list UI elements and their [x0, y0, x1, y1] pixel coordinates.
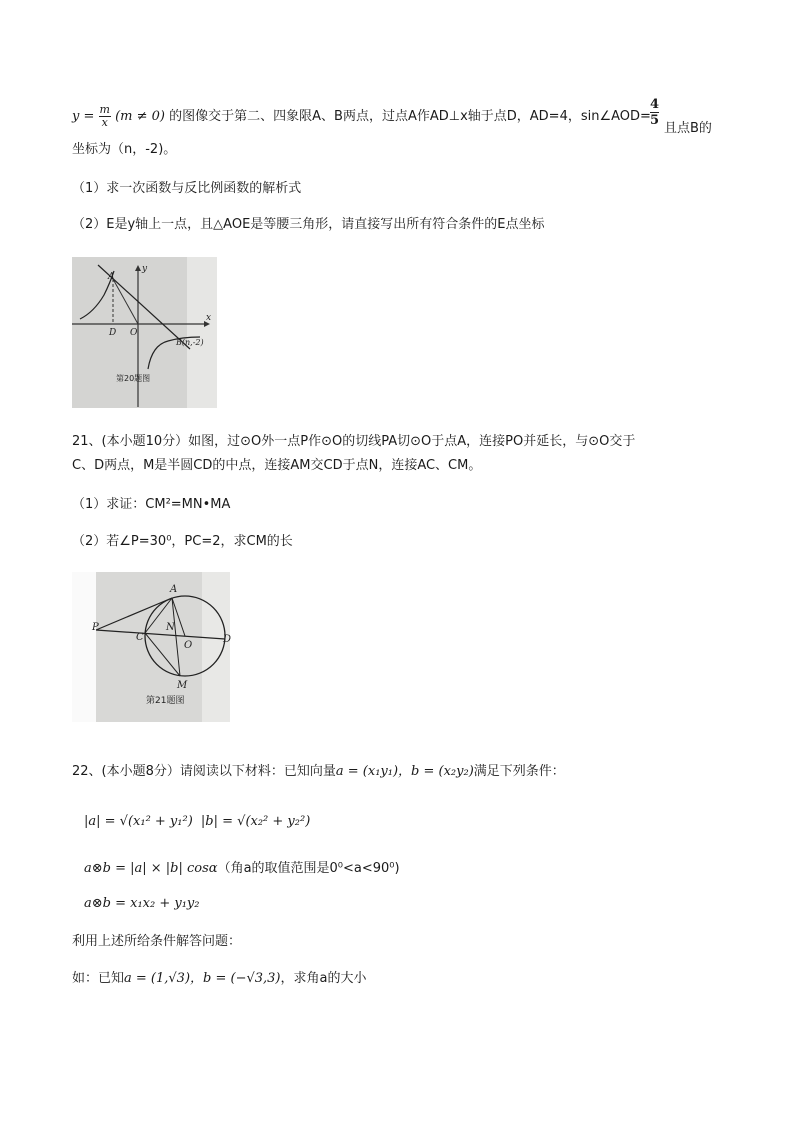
p20-line1 [72, 104, 651, 129]
example-vectors: a = (1,√3)，b = (−√3,3) [124, 971, 281, 986]
fig20-label-x: x [206, 313, 212, 323]
example-suffix: ，求角a的大小 [280, 971, 367, 986]
figure-20-svg [72, 257, 217, 408]
fig21-label-P: P [92, 622, 99, 633]
fig20-label-y: y [142, 264, 148, 274]
fig21-label-D: D [223, 634, 232, 645]
expr-condition: (m ≠ 0) [115, 109, 165, 124]
formula-dot-product [84, 860, 400, 878]
p20-question2: （2）E是y轴上一点，且△AOE是等腰三角形，请直接写出所有符合条件的E点坐标 [72, 217, 545, 232]
frac-numerator: m [99, 103, 110, 116]
fig20-label-A: A [108, 272, 115, 282]
formula-magnitude-b: |b| = √(x₂² + y₂²) [200, 814, 311, 829]
p22-use-text: 利用上述所给条件解答问题： [72, 934, 242, 949]
p21-question1: （1）求证：CM²=MN•MA [72, 497, 231, 512]
p21-question2: （2）若∠P=30⁰，PC=2，求CM的长 [72, 534, 293, 549]
figure-21 [72, 572, 230, 722]
formula-dot-coords [84, 895, 199, 913]
p22-line1 [72, 763, 565, 781]
fig21-label-C: C [136, 632, 144, 643]
p20-text1b: 且点B的 [664, 121, 712, 136]
p22-text1: 22、(本小题8分）请阅读以下材料：已知向量 [72, 764, 336, 779]
figure-20 [72, 257, 217, 408]
fig21-label-N: N [166, 622, 175, 633]
fraction-m-over-x [99, 104, 111, 129]
p20-line2: 坐标为（n，-2)。 [72, 142, 177, 157]
frac-denominator: x [101, 116, 108, 129]
p21-line2: C、D两点，M是半圆CD的中点，连接AM交CD于点N，连接AC、CM。 [72, 458, 482, 473]
fig20-label-D: D [109, 328, 117, 338]
example-prefix: 如：已知 [72, 971, 125, 986]
p20-question1: （1）求一次函数与反比例函数的解析式 [72, 181, 302, 196]
fig21-caption: 第21题图 [146, 696, 185, 706]
sin-numerator: 4 [650, 97, 660, 112]
fig20-label-O: O [130, 328, 138, 338]
vector-definition: a = (x₁y₁)，b = (x₂y₂) [335, 764, 474, 779]
figure-21-svg [72, 572, 230, 722]
sin-denominator: 5 [650, 113, 660, 128]
formula-dot-sum: a⊗b = x₁x₂ + y₁y₂ [84, 896, 200, 911]
p22-example [72, 970, 366, 988]
p22-text1b: 满足下列条件： [473, 764, 565, 779]
p20-line1-end [664, 120, 712, 138]
formula-magnitudes [84, 813, 310, 831]
formula-magnitude-a: |a| = √(x₁² + y₁²) [84, 814, 193, 829]
fig20-caption: 第20题图 [116, 374, 151, 383]
p20-text1: 的图像交于第二、四象限A、B两点，过点A作AD⊥x轴于点D，AD=4，sin∠AOD= [169, 109, 651, 124]
fig21-label-O: O [184, 640, 193, 651]
sin-fraction [650, 97, 659, 128]
formula-angle-note: （角a的取值范围是0⁰<a<90⁰) [217, 861, 400, 876]
fig21-label-A: A [170, 584, 178, 595]
formula-dot-cos: a⊗b = |a| × |b| cosα [84, 861, 218, 876]
fig21-label-M: M [177, 680, 188, 691]
fig20-label-B: B(n,-2) [176, 338, 204, 347]
p21-line1: 21、(本小题10分）如图，过⊙O外一点P作⊙O的切线PA切⊙O于点A，连接PO并延长，与⊙O交于 [72, 434, 636, 449]
expr-y: y = [72, 109, 95, 124]
